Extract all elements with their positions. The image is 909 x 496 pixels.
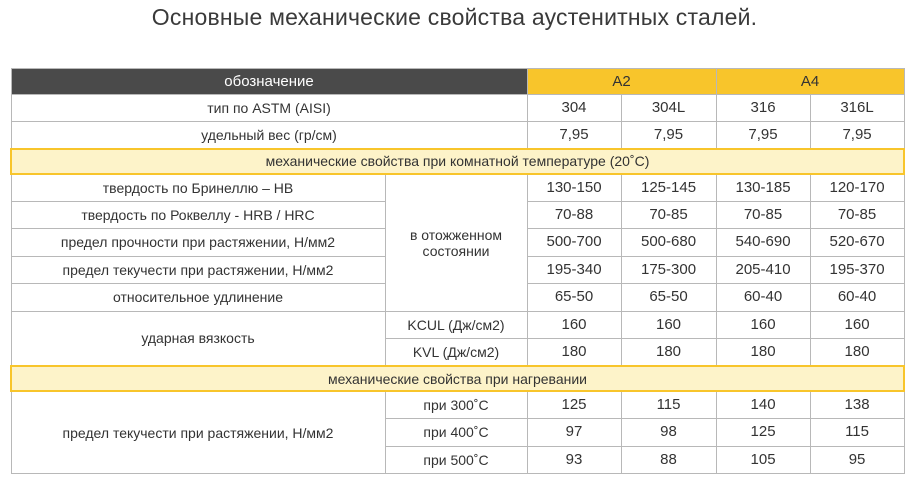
value-cell: 65-50 bbox=[621, 284, 716, 312]
value-cell: 125 bbox=[716, 419, 810, 447]
impact-strength-label: ударная вязкость bbox=[11, 311, 385, 366]
section-row-heating bbox=[11, 366, 904, 391]
value-cell: 195-370 bbox=[810, 256, 904, 284]
properties-table-body bbox=[11, 69, 904, 474]
value-cell: 195-340 bbox=[527, 256, 621, 284]
value-cell: 7,95 bbox=[621, 122, 716, 149]
value-cell: 88 bbox=[621, 446, 716, 474]
value-cell: 500-680 bbox=[621, 229, 716, 257]
section-title: механические свойства при комнатной температуре (20˚С) bbox=[11, 149, 904, 174]
value-cell: 7,95 bbox=[716, 122, 810, 149]
value-cell: 520-670 bbox=[810, 229, 904, 257]
value-cell: 180 bbox=[527, 339, 621, 367]
heated-yield-strength-label: предел текучести при растяжении, Н/мм2 bbox=[11, 391, 385, 474]
value-cell: 125-145 bbox=[621, 174, 716, 202]
value-cell: 180 bbox=[716, 339, 810, 367]
value-cell: 130-150 bbox=[527, 174, 621, 202]
temperature-sub-label: при 300˚С bbox=[385, 391, 527, 419]
page-title: Основные механические свойства аустенитных сталей. bbox=[151, 4, 758, 30]
value-cell: 160 bbox=[810, 311, 904, 339]
value-cell: 60-40 bbox=[716, 284, 810, 312]
value-cell: 304L bbox=[621, 95, 716, 122]
impact-sub-label: KVL (Дж/см2) bbox=[385, 339, 527, 367]
value-cell: 140 bbox=[716, 391, 810, 419]
value-cell: 60-40 bbox=[810, 284, 904, 312]
table-row bbox=[11, 311, 904, 339]
table-row bbox=[11, 391, 904, 419]
table-row bbox=[11, 122, 904, 149]
value-cell: 65-50 bbox=[527, 284, 621, 312]
value-cell: 93 bbox=[527, 446, 621, 474]
value-cell: 304 bbox=[527, 95, 621, 122]
section-row-room-temperature bbox=[11, 149, 904, 174]
value-cell: 175-300 bbox=[621, 256, 716, 284]
table-header-row bbox=[11, 69, 904, 95]
property-label: удельный вес (гр/см) bbox=[11, 122, 527, 149]
value-cell: 125 bbox=[527, 391, 621, 419]
temperature-sub-label: при 500˚С bbox=[385, 446, 527, 474]
properties-table bbox=[10, 68, 905, 474]
value-cell: 160 bbox=[621, 311, 716, 339]
value-cell: 7,95 bbox=[527, 122, 621, 149]
property-label: относительное удлинение bbox=[11, 284, 385, 312]
value-cell: 180 bbox=[621, 339, 716, 367]
grade-a2-header: A2 bbox=[527, 69, 716, 95]
value-cell: 70-88 bbox=[527, 201, 621, 229]
impact-sub-label: KCUL (Дж/см2) bbox=[385, 311, 527, 339]
property-label: твердость по Бринеллю – НВ bbox=[11, 174, 385, 202]
property-label: тип по ASTM (AISI) bbox=[11, 95, 527, 122]
value-cell: 115 bbox=[621, 391, 716, 419]
value-cell: 70-85 bbox=[621, 201, 716, 229]
value-cell: 205-410 bbox=[716, 256, 810, 284]
value-cell: 97 bbox=[527, 419, 621, 447]
temperature-sub-label: при 400˚С bbox=[385, 419, 527, 447]
section-title: механические свойства при нагревании bbox=[11, 366, 904, 391]
grade-a4-header: A4 bbox=[716, 69, 904, 95]
value-cell: 160 bbox=[527, 311, 621, 339]
table-row bbox=[11, 95, 904, 122]
property-label: твердость по Роквеллу - HRB / HRC bbox=[11, 201, 385, 229]
property-label: предел текучести при растяжении, Н/мм2 bbox=[11, 256, 385, 284]
table-row bbox=[11, 174, 904, 202]
value-cell: 130-185 bbox=[716, 174, 810, 202]
value-cell: 70-85 bbox=[810, 201, 904, 229]
value-cell: 98 bbox=[621, 419, 716, 447]
designation-header: обозначение bbox=[11, 69, 527, 95]
value-cell: 500-700 bbox=[527, 229, 621, 257]
value-cell: 316L bbox=[810, 95, 904, 122]
value-cell: 180 bbox=[810, 339, 904, 367]
value-cell: 540-690 bbox=[716, 229, 810, 257]
value-cell: 7,95 bbox=[810, 122, 904, 149]
value-cell: 120-170 bbox=[810, 174, 904, 202]
annealed-state-label: в отожженном состоянии bbox=[385, 174, 527, 312]
value-cell: 105 bbox=[716, 446, 810, 474]
value-cell: 316 bbox=[716, 95, 810, 122]
value-cell: 138 bbox=[810, 391, 904, 419]
property-label: предел прочности при растяжении, Н/мм2 bbox=[11, 229, 385, 257]
value-cell: 95 bbox=[810, 446, 904, 474]
value-cell: 115 bbox=[810, 419, 904, 447]
value-cell: 160 bbox=[716, 311, 810, 339]
value-cell: 70-85 bbox=[716, 201, 810, 229]
